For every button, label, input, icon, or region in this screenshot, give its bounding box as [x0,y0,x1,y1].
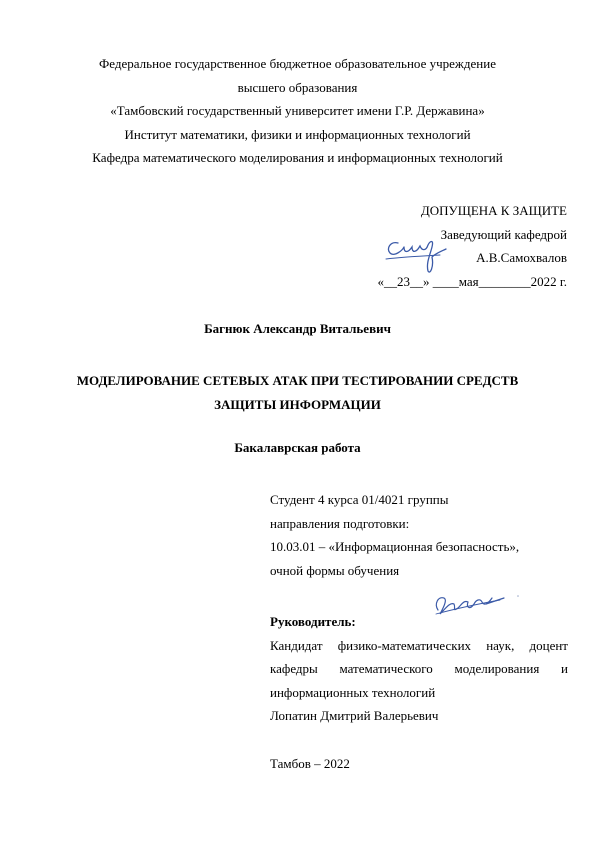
header-line-1: Федеральное государственное бюджетное образовательное учреждение [99,56,496,71]
header-line-4: Институт математики, физики и информационных технологий [124,126,471,142]
supervisor-line-1: Кандидат физико-математических наук, доцент [270,637,568,653]
header-line-5: Кафедра математического моделирования и информационных технологий [92,150,503,165]
approval-position: Заведующий кафедрой [440,226,567,242]
student-line-3: 10.03.01 – «Информационная безопасность», [270,539,520,554]
header-line-2: высшего образования [237,79,358,95]
supervisor-name: Лопатин Дмитрий Валерьевич [270,708,439,723]
student-line-1: Студент 4 курса 01/4021 группы [270,492,449,507]
approval-date: «__23__» ____мая________2022 г. [377,273,567,289]
student-info [270,488,568,582]
student-line-2: направления подготовки: [270,515,410,531]
supervisor-label: Руководитель: [270,614,356,629]
institution-header [0,52,595,170]
supervisor-info [270,610,568,728]
approval-name: А.В.Самохвалов [476,250,567,265]
approval-status: ДОПУЩЕНА К ЗАЩИТЕ [420,203,567,218]
work-type: Бакалаврская работа [234,440,361,455]
title-line-1: МОДЕЛИРОВАНИЕ СЕТЕВЫХ АТАК ПРИ ТЕСТИРОВАНИИ СРЕДСТВ [76,373,519,388]
title-line-2: ЗАЩИТЫ ИНФОРМАЦИИ [214,396,381,412]
supervisor-line-2: кафедры математического моделирования и [270,661,568,676]
supervisor-signature-icon [428,590,528,620]
header-line-3: «Тамбовский государственный университет имени Г.Р. Державина» [110,103,485,118]
author-name: Багнюк Александр Витальевич [204,321,391,336]
student-line-4: очной формы обучения [270,562,400,578]
city-year: Тамбов – 2022 [270,756,350,771]
head-signature-icon [382,233,450,275]
thesis-title [40,369,555,416]
supervisor-line-3: информационных технологий [270,684,436,700]
